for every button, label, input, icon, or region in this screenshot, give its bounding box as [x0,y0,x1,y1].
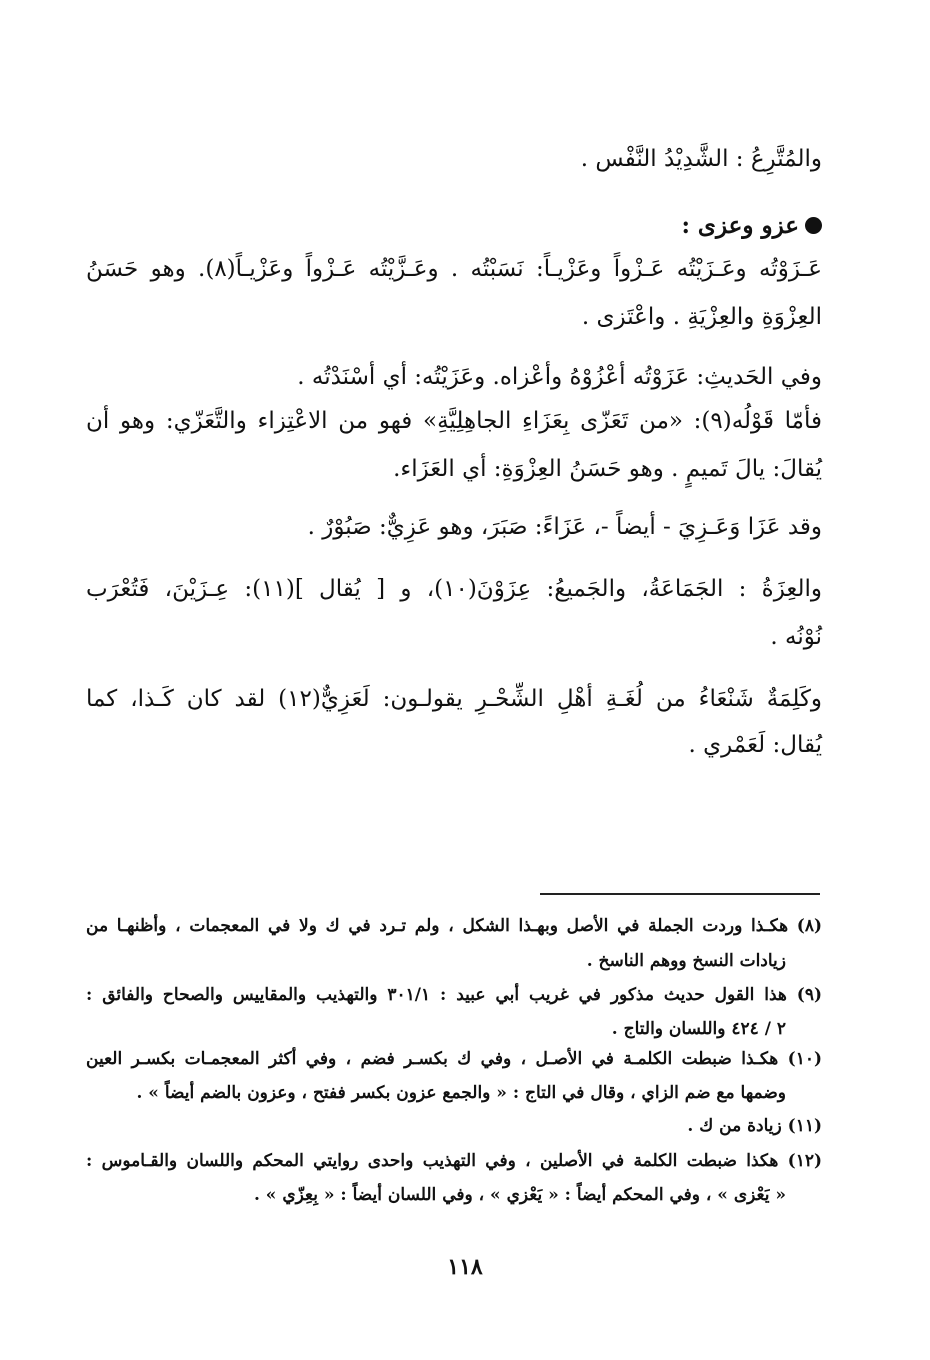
entry-heading [86,212,822,239]
text-line: يُقال: لَعَمْري . [688,732,822,758]
text-line: العِزْوَةِ والعِزْيَةِ . واعْتَزى . [581,304,822,330]
text-line: وفي الحَديثِ: عَزَوْتُه أعْزُوْهُ وأعْزاه. وعَزَيْتُه: أي أسْنَدْتُه . [297,364,822,390]
text-line: يُقالَ: يالَ تَميمٍ . وهو حَسَنُ العِزْوَةِ: أي العَزَاء. [393,456,822,482]
text-line: والمُتَّرِعُ : الشَّدِيْدُ النَّفْس . [580,146,822,172]
footnote-11: (١١) زيادة من ك . [687,1116,822,1136]
page-number: ١١٨ [447,1254,483,1280]
footnote-9: (٩) هذا القول حديث مذكور في غريب أبي عبيد : ٣٠١/١ والتهذيب والمقاييس والصحاح والفائق : [86,985,822,1005]
bullet-icon [805,217,822,234]
footnote-10: (١٠) هكـذا ضبطت الكلمـة في الأصـل ، وفي ك بكسـر فضم ، وفي أكثر المعجمـات بكسـر العين [86,1049,822,1069]
footnote-separator [540,893,820,895]
footnote-8-cont: زيادات النسخ ووهم الناسخ . [586,951,786,971]
footnote-12: (١٢) هكذا ضبطت الكلمة في الأصلين ، وفي التهذيب واحدى روايتي المحكم واللسان والقـاموس : [86,1151,822,1171]
footnote-12-cont: « يَعْزى » ، وفي المحكم أيضاً : « يَعْزي » ، وفي اللسان أيضاً : « بِعِزّي » . [253,1185,786,1205]
text-line: وقد عَزَا وَعَـزِيَ - أيضاً -، عَزَاءً: صَبَرَ، وهو عَزِيٌّ: صَبُوْرٌ . [307,514,822,540]
text-line: عَـزَوْتُه وعَـزَيْتُه عَـزْواً وعَزْيـاً: نَسَبْتُه . وعَـزَّيْتُه عَـزْواً وعَزْيـاً(٨). وهو حَسَنُ [86,256,822,282]
text-line: وكَلِمَةٌ شَنْعَاءُ من لُغَـةِ أهْلِ الشِّحْـرِ يقولـون: لَعَزِيٌّ(١٢) لقد كان كَـذا، كما [86,686,823,712]
text-line: والعِزَةُ : الجَمَاعَةُ، والجَميعُ: عِزَوْنَ(١٠)، و [ يُقال ](١١): عِـزَيْنَ، فَتُعْرَب [86,576,822,602]
text-line: فأمّا قَوْلُه(٩): «من تَعَزّى بِعَزَاءِ الجاهِلِيَّةِ» فهو من الاعْتِزاء والتَّعَزّي: وهو أن [86,408,822,434]
footnote-8: (٨) هكـذا وردت الجملة في الأصل وبهـذا الشكل ، ولم تـرد في ك ولا في المعجمات ، وأظنهـا من [86,916,822,936]
entry-heading-text: عزو وعزى : [681,212,799,239]
footnote-10-cont: وضمها مع ضم الزاي ، وقال في التاج : « والجمع عزون بكسر ففتح ، وعزون بالضم أيضاً » . [136,1083,786,1103]
footnote-9-cont: ٢ / ٤٢٤ واللسان والتاج . [611,1019,786,1039]
text-line: نُوْنُه . [770,624,822,650]
